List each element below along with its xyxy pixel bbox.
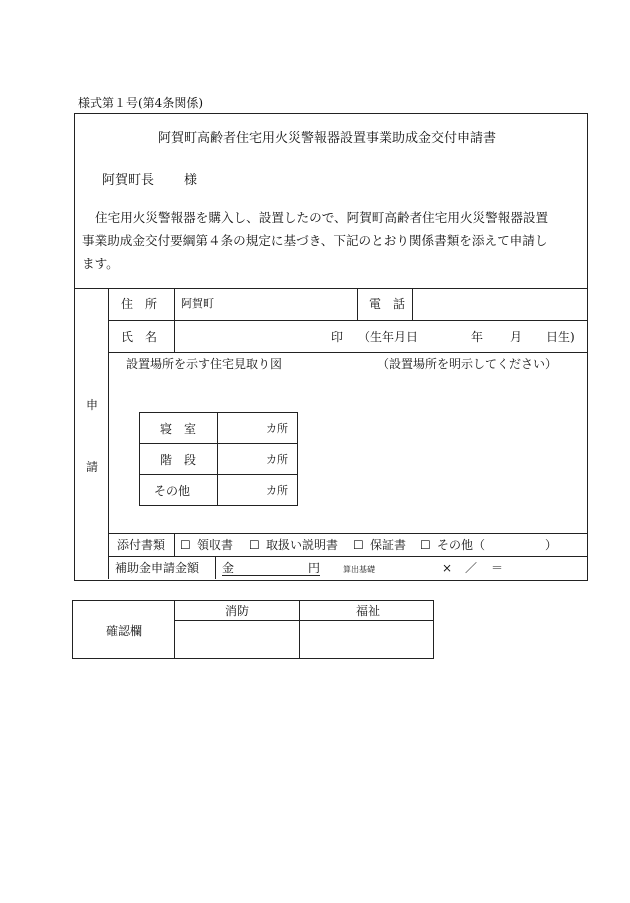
body-line-2: 事業助成金交付要綱第４条の規定に基づき、下記のとおり関係書類を添えて申請し: [82, 233, 548, 248]
birthdate-open: （生年月日: [358, 330, 419, 344]
calc-equals: ＝: [491, 561, 504, 575]
body-line-3: ます。: [82, 256, 119, 271]
other-close-paren: ）: [545, 538, 558, 552]
grant-amount-field[interactable]: [238, 558, 306, 574]
calc-basis-label: 算出基礎: [343, 565, 375, 574]
phone-field[interactable]: [414, 290, 584, 318]
receipt-label: 領収書: [197, 538, 234, 552]
confirm-col-fire: 消防: [225, 604, 250, 618]
other-label: その他（: [437, 538, 486, 552]
confirm-col-welfare: 福祉: [356, 604, 381, 618]
warranty-checkbox[interactable]: ☐: [353, 538, 364, 552]
location-label-other: その他: [154, 484, 191, 498]
birth-month-label: 月: [510, 330, 523, 344]
location-unit-bedroom: カ所: [266, 422, 288, 435]
confirm-welfare-field[interactable]: [301, 622, 431, 656]
form-number: 様式第１号(第4条関係): [78, 96, 203, 110]
addressee-name: 阿賀町長: [102, 173, 155, 188]
address-label: 住 所: [121, 297, 158, 311]
grant-yen: 円: [308, 561, 321, 575]
form-title: 阿賀町高齢者住宅用火災警報器設置事業助成金交付申請書: [158, 131, 497, 146]
grant-amount-label: 補助金申請金額: [115, 561, 200, 575]
floorplan-note: （設置場所を明示してください）: [377, 357, 558, 371]
floorplan-label: 設置場所を示す住宅見取り図: [126, 357, 283, 371]
birth-day-label: 日生): [546, 330, 575, 344]
manual-label: 取扱い説明書: [266, 538, 339, 552]
applicant-side-label-1: 申: [86, 398, 99, 412]
attachments-label: 添付書類: [117, 538, 166, 552]
confirm-fire-field[interactable]: [176, 622, 297, 656]
confirmation-label: 確認欄: [106, 624, 143, 638]
birth-year-label: 年: [471, 330, 484, 344]
name-label: 氏 名: [121, 330, 158, 344]
name-field[interactable]: [176, 322, 326, 350]
addressee-honorific: 様: [184, 173, 198, 188]
location-unit-stairs: カ所: [266, 453, 288, 466]
applicant-side-label-2: 請: [86, 460, 99, 474]
other-checkbox[interactable]: ☐: [420, 538, 431, 552]
warranty-label: 保証書: [370, 538, 407, 552]
receipt-checkbox[interactable]: ☐: [180, 538, 191, 552]
seal-mark: 印: [331, 330, 344, 344]
location-label-bedroom: 寝 室: [160, 422, 197, 436]
body-line-1: 住宅用火災警報器を購入し、設置したので、阿賀町高齢者住宅用火災警報器設置: [95, 210, 549, 225]
grant-kin: 金: [222, 561, 235, 575]
calc-slash: ／: [465, 561, 478, 575]
location-label-stairs: 階 段: [160, 453, 197, 467]
calc-times: ×: [442, 561, 453, 575]
address-value[interactable]: 阿賀町: [181, 297, 214, 310]
phone-label: 電 話: [369, 297, 406, 311]
manual-checkbox[interactable]: ☐: [249, 538, 260, 552]
location-unit-other: カ所: [266, 484, 288, 497]
